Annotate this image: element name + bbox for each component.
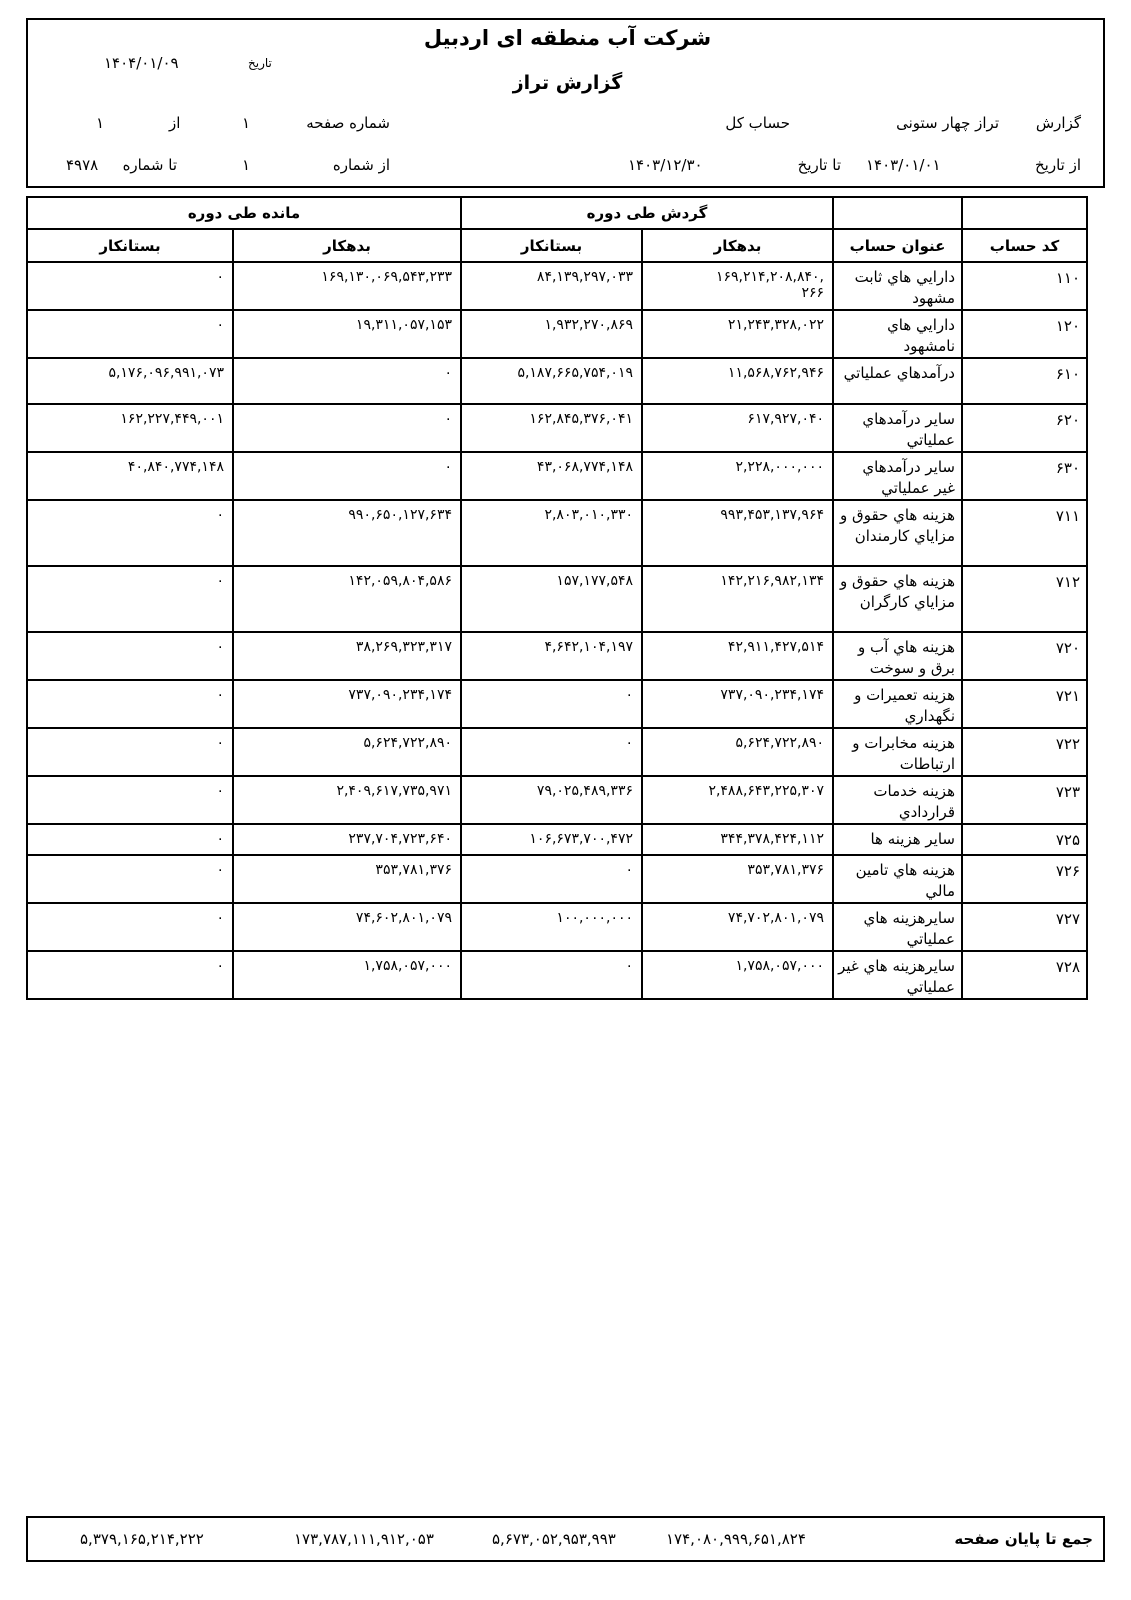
account-code-cell: ۷۲۱ xyxy=(962,680,1087,728)
turnover-credit-cell: ۰ xyxy=(461,855,642,903)
account-title-cell: دارايي هاي ثابت مشهود xyxy=(833,262,962,310)
print-date-label: تاریخ xyxy=(248,56,272,70)
account-code-cell: ۱۱۰ xyxy=(962,262,1087,310)
of-label: از xyxy=(169,114,181,132)
table-row xyxy=(27,452,1087,500)
turnover-debit-cell: ۷۳۷,۰۹۰,۲۳۴,۱۷۴ xyxy=(642,680,833,728)
account-title-cell: هزينه هاي حقوق و مزاياي كارمندان xyxy=(833,500,962,566)
from-number-label: از شماره xyxy=(332,156,390,174)
account-title-cell: ساير هزينه ها xyxy=(833,824,962,855)
page-number-value: ۱ xyxy=(242,114,251,132)
balance-credit-cell: ۰ xyxy=(27,776,233,824)
account-code-cell: ۶۲۰ xyxy=(962,404,1087,452)
table-row xyxy=(27,903,1087,951)
col-balance-debit: بدهکار xyxy=(233,229,461,262)
col-balance-credit: بستانکار xyxy=(27,229,233,262)
table-row xyxy=(27,310,1087,358)
group-header-row xyxy=(27,197,1087,229)
turnover-debit-cell: ۴۲,۹۱۱,۴۲۷,۵۱۴ xyxy=(642,632,833,680)
group-header-empty xyxy=(833,197,962,229)
balance-credit-cell: ۰ xyxy=(27,310,233,358)
balance-debit-cell: ۹۹۰,۶۵۰,۱۲۷,۶۳۴ xyxy=(233,500,461,566)
balance-credit-cell: ۰ xyxy=(27,680,233,728)
account-title-cell: هزينه هاي آب و برق و سوخت xyxy=(833,632,962,680)
account-code-cell: ۷۱۲ xyxy=(962,566,1087,632)
balance-credit-cell: ۰ xyxy=(27,728,233,776)
table-row xyxy=(27,566,1087,632)
turnover-debit-cell: ۱۶۹,۲۱۴,۲۰۸,۸۴۰, ۲۶۶ xyxy=(642,262,833,310)
turnover-credit-cell: ۱۰۰,۰۰۰,۰۰۰ xyxy=(461,903,642,951)
balance-debit-cell: ۷۴,۶۰۲,۸۰۱,۰۷۹ xyxy=(233,903,461,951)
table-row xyxy=(27,728,1087,776)
turnover-credit-cell: ۲,۸۰۳,۰۱۰,۳۳۰ xyxy=(461,500,642,566)
to-number-value: ۴۹۷۸ xyxy=(66,156,99,174)
balance-debit-cell: ۳۸,۲۶۹,۳۲۳,۳۱۷ xyxy=(233,632,461,680)
account-code-cell: ۱۲۰ xyxy=(962,310,1087,358)
report-header xyxy=(26,18,1105,188)
turnover-credit-cell: ۱۵۷,۱۷۷,۵۴۸ xyxy=(461,566,642,632)
turnover-debit-cell: ۱۴۲,۲۱۶,۹۸۲,۱۳۴ xyxy=(642,566,833,632)
account-title-cell: سايرهزينه هاي عملياتي xyxy=(833,903,962,951)
balance-credit-cell: ۰ xyxy=(27,951,233,999)
turnover-credit-cell: ۱,۹۳۲,۲۷۰,۸۶۹ xyxy=(461,310,642,358)
turnover-debit-cell: ۲,۴۸۸,۶۴۳,۲۲۵,۳۰۷ xyxy=(642,776,833,824)
turnover-debit-cell: ۷۴,۷۰۲,۸۰۱,۰۷۹ xyxy=(642,903,833,951)
balance-debit-cell: ۷۳۷,۰۹۰,۲۳۴,۱۷۴ xyxy=(233,680,461,728)
balance-debit-cell: ۱۶۹,۱۳۰,۰۶۹,۵۴۳,۲۳۳ xyxy=(233,262,461,310)
total-balance-debit: ۱۷۳,۷۸۷,۱۱۱,۹۱۲,۰۵۳ xyxy=(294,1530,434,1548)
of-value: ۱ xyxy=(96,114,105,132)
table-row xyxy=(27,632,1087,680)
turnover-debit-cell: ۱,۷۵۸,۰۵۷,۰۰۰ xyxy=(642,951,833,999)
turnover-debit-cell: ۵,۶۲۴,۷۲۲,۸۹۰ xyxy=(642,728,833,776)
turnover-credit-cell: ۴۳,۰۶۸,۷۷۴,۱۴۸ xyxy=(461,452,642,500)
account-title-cell: هزينه هاي تامين مالي xyxy=(833,855,962,903)
account-code-cell: ۷۲۸ xyxy=(962,951,1087,999)
company-name: شرکت آب منطقه ای اردبیل xyxy=(423,26,712,50)
total-turnover-debit: ۱۷۴,۰۸۰,۹۹۹,۶۵۱,۸۲۴ xyxy=(666,1530,806,1548)
turnover-credit-cell: ۱۶۲,۸۴۵,۳۷۶,۰۴۱ xyxy=(461,404,642,452)
account-code-cell: ۷۲۰ xyxy=(962,632,1087,680)
balance-debit-cell: ۱۹,۳۱۱,۰۵۷,۱۵۳ xyxy=(233,310,461,358)
account-code-cell: ۷۱۱ xyxy=(962,500,1087,566)
turnover-credit-cell: ۷۹,۰۲۵,۴۸۹,۳۳۶ xyxy=(461,776,642,824)
balance-debit-cell: ۱,۷۵۸,۰۵۷,۰۰۰ xyxy=(233,951,461,999)
page-total-label: جمع تا پايان صفحه xyxy=(954,1530,1093,1548)
account-code-cell: ۶۱۰ xyxy=(962,358,1087,404)
group-header-empty xyxy=(962,197,1087,229)
balance-credit-cell: ۰ xyxy=(27,824,233,855)
account-title-cell: هزينه خدمات قراردادي xyxy=(833,776,962,824)
page-number-label: شماره صفحه xyxy=(306,114,390,132)
balance-debit-cell: ۱۴۲,۰۵۹,۸۰۴,۵۸۶ xyxy=(233,566,461,632)
account-code-cell: ۷۲۵ xyxy=(962,824,1087,855)
account-title-cell: سايرهزينه هاي غير عملياتي xyxy=(833,951,962,999)
account-code-cell: ۷۲۷ xyxy=(962,903,1087,951)
balance-debit-cell: ۰ xyxy=(233,452,461,500)
turnover-credit-cell: ۵,۱۸۷,۶۶۵,۷۵۴,۰۱۹ xyxy=(461,358,642,404)
to-number-label: تا شماره xyxy=(122,156,177,174)
report-type-value: تراز چهار ستونی xyxy=(896,114,999,132)
col-turnover-debit: بدهکار xyxy=(642,229,833,262)
balance-credit-cell: ۰ xyxy=(27,566,233,632)
table-row xyxy=(27,824,1087,855)
balance-credit-cell: ۰ xyxy=(27,262,233,310)
turnover-debit-cell: ۱۱,۵۶۸,۷۶۲,۹۴۶ xyxy=(642,358,833,404)
balance-credit-cell: ۴۰,۸۴۰,۷۷۴,۱۴۸ xyxy=(27,452,233,500)
account-code-cell: ۷۲۳ xyxy=(962,776,1087,824)
turnover-debit-cell: ۶۱۷,۹۲۷,۰۴۰ xyxy=(642,404,833,452)
balance-debit-cell: ۰ xyxy=(233,358,461,404)
balance-debit-cell: ۵,۶۲۴,۷۲۲,۸۹۰ xyxy=(233,728,461,776)
balance-credit-cell: ۰ xyxy=(27,632,233,680)
balance-credit-cell: ۰ xyxy=(27,903,233,951)
turnover-credit-cell: ۰ xyxy=(461,951,642,999)
from-number-value: ۱ xyxy=(242,156,251,174)
col-account-code: کد حساب xyxy=(962,229,1087,262)
table-row xyxy=(27,404,1087,452)
account-code-cell: ۶۳۰ xyxy=(962,452,1087,500)
turnover-credit-cell: ۱۰۶,۶۷۳,۷۰۰,۴۷۲ xyxy=(461,824,642,855)
table-row xyxy=(27,500,1087,566)
balance-debit-cell: ۰ xyxy=(233,404,461,452)
balance-debit-cell: ۳۵۳,۷۸۱,۳۷۶ xyxy=(233,855,461,903)
column-header-row xyxy=(27,229,1087,262)
group-balance-header: مانده طی دوره xyxy=(27,197,461,229)
col-turnover-credit: بستانکار xyxy=(461,229,642,262)
report-label: گزارش xyxy=(1035,114,1081,132)
balance-credit-cell: ۰ xyxy=(27,855,233,903)
account-code-cell: ۷۲۶ xyxy=(962,855,1087,903)
account-title-cell: هزينه مخابرات و ارتباطات xyxy=(833,728,962,776)
turnover-debit-cell: ۳۵۳,۷۸۱,۳۷۶ xyxy=(642,855,833,903)
turnover-debit-cell: ۲,۲۲۸,۰۰۰,۰۰۰ xyxy=(642,452,833,500)
to-date-label: تا تاریخ xyxy=(797,156,841,174)
account-title-cell: ساير درآمدهاي عملياتي xyxy=(833,404,962,452)
balance-debit-cell: ۲۳۷,۷۰۴,۷۲۳,۶۴۰ xyxy=(233,824,461,855)
account-title-cell: ساير درآمدهاي غير عملياتي xyxy=(833,452,962,500)
turnover-credit-cell: ۰ xyxy=(461,728,642,776)
balance-debit-cell: ۲,۴۰۹,۶۱۷,۷۳۵,۹۷۱ xyxy=(233,776,461,824)
from-date-value: ۱۴۰۳/۰۱/۰۱ xyxy=(866,156,941,174)
turnover-credit-cell: ۰ xyxy=(461,680,642,728)
table-row xyxy=(27,776,1087,824)
group-turnover-header: گردش طی دوره xyxy=(461,197,833,229)
total-balance-credit: ۵,۳۷۹,۱۶۵,۲۱۴,۲۲۲ xyxy=(80,1530,204,1548)
table-row xyxy=(27,855,1087,903)
turnover-debit-cell: ۹۹۳,۴۵۳,۱۳۷,۹۶۴ xyxy=(642,500,833,566)
account-title-cell: هزينه تعميرات و نگهداري xyxy=(833,680,962,728)
balance-table xyxy=(26,196,1088,1000)
table-row xyxy=(27,262,1087,310)
report-title: گزارش تراز xyxy=(512,72,623,94)
print-date-value: ۱۴۰۴/۰۱/۰۹ xyxy=(104,54,179,72)
page-total-footer xyxy=(26,1516,1105,1562)
table-row xyxy=(27,358,1087,404)
account-code-cell: ۷۲۲ xyxy=(962,728,1087,776)
account-type: حساب کل xyxy=(725,114,790,132)
turnover-credit-cell: ۸۴,۱۳۹,۲۹۷,۰۳۳ xyxy=(461,262,642,310)
total-turnover-credit: ۵,۶۷۳,۰۵۲,۹۵۳,۹۹۳ xyxy=(492,1530,616,1548)
col-account-title: عنوان حساب xyxy=(833,229,962,262)
balance-credit-cell: ۵,۱۷۶,۰۹۶,۹۹۱,۰۷۳ xyxy=(27,358,233,404)
balance-credit-cell: ۱۶۲,۲۲۷,۴۴۹,۰۰۱ xyxy=(27,404,233,452)
account-title-cell: دارايي هاي نامشهود xyxy=(833,310,962,358)
table-row xyxy=(27,951,1087,999)
from-date-label: از تاریخ xyxy=(1034,156,1081,174)
turnover-debit-cell: ۲۱,۲۴۳,۳۲۸,۰۲۲ xyxy=(642,310,833,358)
account-title-cell: هزينه هاي حقوق و مزاياي كارگران xyxy=(833,566,962,632)
balance-credit-cell: ۰ xyxy=(27,500,233,566)
account-title-cell: درآمدهاي عملياتي xyxy=(833,358,962,404)
turnover-credit-cell: ۴,۶۴۲,۱۰۴,۱۹۷ xyxy=(461,632,642,680)
table-row xyxy=(27,680,1087,728)
turnover-debit-cell: ۳۴۴,۳۷۸,۴۲۴,۱۱۲ xyxy=(642,824,833,855)
to-date-value: ۱۴۰۳/۱۲/۳۰ xyxy=(628,156,703,174)
